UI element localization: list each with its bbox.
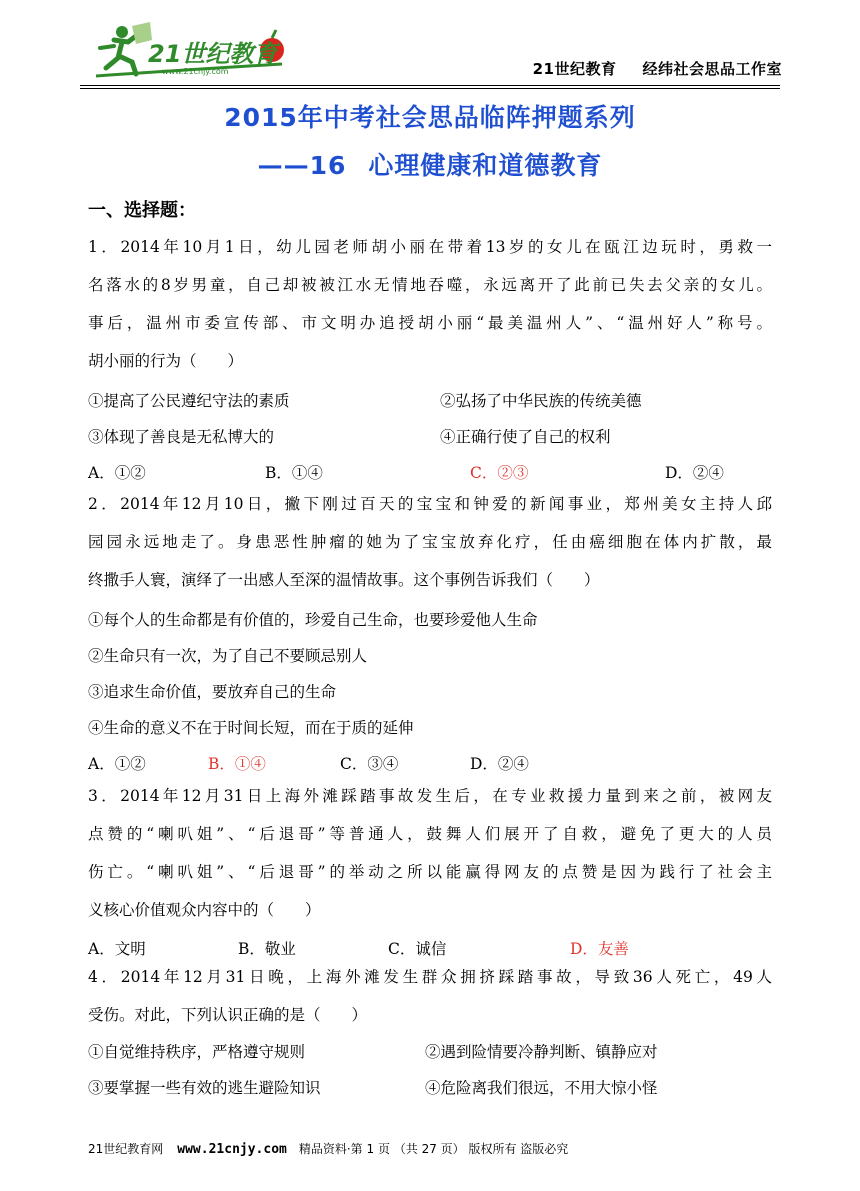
header-rule [80,85,780,86]
q3-option-d-answer: D．友善 [570,940,629,958]
header-studio: 经纬社会思品工作室 [642,60,782,78]
q2-option-c: C．③④ [340,755,399,773]
q2-item: ③追求生命价值，要放弃自己的生命 [88,683,337,701]
title-topic: 心理健康和道德教育 [368,151,603,180]
q2-line: 终撒手人寰，演绎了一出感人至深的温情故事。这个事例告诉我们（ ） [88,571,600,589]
q1-item: ③体现了善良是无私博大的 [88,428,275,446]
q1-option-c-answer: C．②③ [470,464,529,482]
q1-item: ④正确行使了自己的权利 [440,428,611,446]
q2-option-b-answer: B．①④ [208,755,266,773]
logo-text: 21世纪教育 [148,40,278,68]
q3-line: 点赞的“喇叭姐”、“后退哥”等普通人，鼓舞人们展开了自救，避免了更大的人员 [88,825,772,843]
q2-item: ②生命只有一次，为了自己不要顾忌别人 [88,647,368,665]
q1-option-a: A．①② [88,464,146,482]
q3-line: 义核心价值观众内容中的（ ） [88,901,321,919]
q2-item: ①每个人的生命都是有价值的，珍爱自己生命，也要珍爱他人生命 [88,611,538,629]
q1-line: 事后，温州市委宣传部、市文明办追授胡小丽“最美温州人”、“温州好人”称号。 [88,314,772,332]
q1-option-b: B．①④ [265,464,323,482]
title-line-1: 2015年中考社会思品临阵押题系列 [224,103,636,132]
q2-option-a: A．①② [88,755,146,773]
q4-item: ①自觉维持秩序，严格遵守规则 [88,1043,306,1061]
header-brand [533,58,782,79]
logo-url: www.21cnjy.com [162,67,229,76]
footer-page-info: 精品资料·第 1 页 （共 27 页） 版权所有 盗版必究 [298,1142,569,1156]
q1-option-d: D．②④ [665,464,724,482]
q3-option-a: A．文明 [88,940,146,958]
q4-item: ③要掌握一些有效的逃生避险知识 [88,1079,321,1097]
header-brand-name: 21世纪教育 [532,60,617,78]
q2-line: 园园永远地走了。身患恶性肿瘤的她为了宝宝放弃化疗，任由癌细胞在体内扩散，最 [88,533,772,551]
footer-url: www.21cnjy.com [177,1142,287,1157]
q3-line: 伤亡。“喇叭姐”、“后退哥”的举动之所以能赢得网友的点赞是因为践行了社会主 [88,863,772,881]
q2-option-d: D．②④ [470,755,529,773]
page-footer [88,1140,568,1157]
q2-line: 2．2014年12月10日，撇下刚过百天的宝宝和钟爱的新闻事业，郑州美女主持人邱 [88,495,772,513]
q2-item: ④生命的意义不在于时间长短，而在于质的延伸 [88,719,414,737]
q1-line: 1．2014年10月1日，幼儿园老师胡小丽在带着13岁的女儿在瓯江边玩时，勇救一 [88,238,772,256]
q4-line: 4．2014年12月31日晚，上海外滩发生群众拥挤踩踏事故，导致36人死亡，49人 [88,968,772,986]
q4-line: 受伤。对此，下列认识正确的是（ ） [88,1006,368,1024]
header-rule-thin [80,88,780,89]
title-line-2 [0,146,860,182]
title-number: ——16 [257,151,347,180]
q3-option-c: C．诚信 [388,940,447,958]
q4-item: ④危险离我们很远，不用大惊小怪 [425,1079,658,1097]
q3-line: 3．2014年12月31日上海外滩踩踏事故发生后，在专业救援力量到来之前，被网友 [88,787,772,805]
q3-option-b: B．敬业 [238,940,296,958]
section-heading: 一、选择题： [88,200,196,221]
q1-item: ①提高了公民遵纪守法的素质 [88,392,290,410]
footer-site: 21世纪教育网 [88,1142,164,1156]
q1-line: 胡小丽的行为（ ） [88,352,244,370]
q1-item: ②弘扬了中华民族的传统美德 [440,392,642,410]
logo-icon [92,18,292,82]
q4-item: ②遇到险情要冷静判断、镇静应对 [425,1043,658,1061]
q1-line: 名落水的8岁男童，自己却被被江水无情地吞噬，永远离开了此前已失去父亲的女儿。 [88,276,772,294]
